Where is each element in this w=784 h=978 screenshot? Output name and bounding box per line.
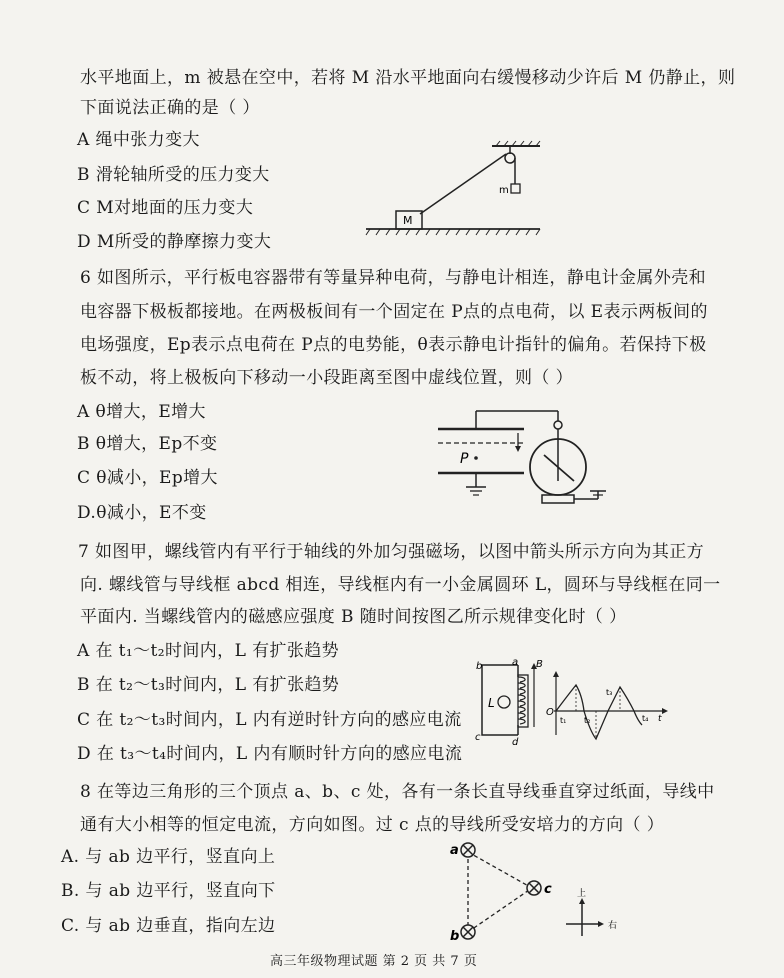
b-t-curve [556, 685, 642, 739]
q5-option-b: B 滑轮轴所受的压力变大 [77, 165, 270, 185]
q7-option-a: A 在 t₁～t₂时间内，L 有扩张趋势 [77, 641, 340, 661]
q6-line1: 6 如图所示，平行板电容器带有等量异种电荷，与静电计相连，静电计金属外壳和 [80, 268, 707, 288]
q5-line2: 下面说法正确的是（ ） [80, 98, 260, 118]
q6-line2: 电容器下极板都接地。在两极板间有一个固定在 P点的点电荷，以 E表示两板间的 [80, 302, 708, 322]
q7-line1: 7 如图甲，螺线管内有平行于轴线的外加匀强磁场，以图中箭头所示方向为其正方 [78, 542, 705, 562]
q6-line4: 板不动，将上极板向下移动一小段距离至图中虚线位置，则（ ） [80, 368, 574, 388]
q8-line1: 8 在等边三角形的三个顶点 a、b、c 处，各有一条长直导线垂直穿过纸面，导线中 [80, 782, 715, 802]
q6-line3: 电场强度，Ep表示点电荷在 P点的电势能，θ表示静电计指针的偏角。若保持下极 [80, 335, 707, 355]
label-b8: b [450, 929, 460, 944]
label-a8: a [450, 843, 459, 858]
label-a: a [512, 657, 519, 668]
q6-option-d: D.θ减小，E不变 [77, 503, 207, 523]
pulley-icon [505, 153, 515, 163]
label-t2: t₂ [584, 716, 591, 725]
q5-line1: 水平地面上，m 被悬在空中，若将 M 沿水平地面向右缓慢移动少许后 M 仍静止，则 [80, 68, 736, 88]
q5-option-d: D M所受的静摩擦力变大 [77, 232, 272, 252]
q5-option-a: A 绳中张力变大 [77, 130, 200, 150]
point-P [474, 456, 478, 460]
q7-option-d: D 在 t₃～t₄时间内，L 内有顺时针方向的感应电流 [77, 744, 463, 764]
q8-option-b: B. 与 ab 边平行，竖直向下 [61, 881, 276, 901]
label-B: B [536, 659, 543, 670]
q8-line2: 通有大小相等的恒定电流，方向如图。过 c 点的导线所受安培力的方向（ ） [80, 815, 665, 835]
label-b: b [476, 661, 483, 672]
label-right: 右 [608, 921, 618, 931]
label-c: c [475, 732, 481, 743]
q8-option-a: A. 与 ab 边平行，竖直向上 [61, 847, 276, 867]
q6-option-c: C θ减小，Ep增大 [77, 468, 218, 488]
label-t: t [658, 714, 662, 724]
q7-line3: 平面内. 当螺线管内的磁感应强度 B 随时间按图乙所示规律变化时（ ） [80, 607, 627, 627]
ring-L [498, 696, 510, 708]
q6-option-b: B θ增大，Ep不变 [77, 434, 218, 454]
label-P: P [460, 451, 469, 467]
q7-option-b: B 在 t₂～t₃时间内，L 有扩张趋势 [77, 675, 340, 695]
q5-option-c: C M对地面的压力变大 [77, 198, 254, 218]
q7-line2: 向. 螺线管与导线框 abcd 相连，导线框内有一小金属圆环 L，圆环与导线框在同一 [80, 575, 721, 595]
label-t3: t₃ [606, 688, 613, 697]
small-mass-block [511, 184, 520, 193]
page-footer: 高三年级物理试题 第 2 页 共 7 页 [270, 954, 478, 969]
label-O: O [546, 707, 554, 718]
label-m: m [499, 185, 509, 196]
label-c8: c [544, 882, 552, 897]
q6-option-a: A θ增大，E增大 [77, 402, 206, 422]
q8-option-c: C. 与 ab 边垂直，指向左边 [61, 916, 276, 936]
label-L: L [488, 696, 495, 710]
q5-pulley-figure [360, 138, 550, 243]
label-d: d [512, 737, 519, 747]
q8-triangle-figure [438, 832, 638, 947]
label-up: 上 [577, 889, 587, 899]
label-M: M [403, 214, 413, 227]
label-t1: t₁ [560, 716, 567, 725]
q6-capacitor-figure [428, 405, 618, 515]
label-t4: t₄ [642, 714, 649, 723]
q7-solenoid-figure [472, 655, 672, 747]
q7-option-c: C 在 t₂～t₃时间内，L 内有逆时针方向的感应电流 [77, 710, 462, 730]
